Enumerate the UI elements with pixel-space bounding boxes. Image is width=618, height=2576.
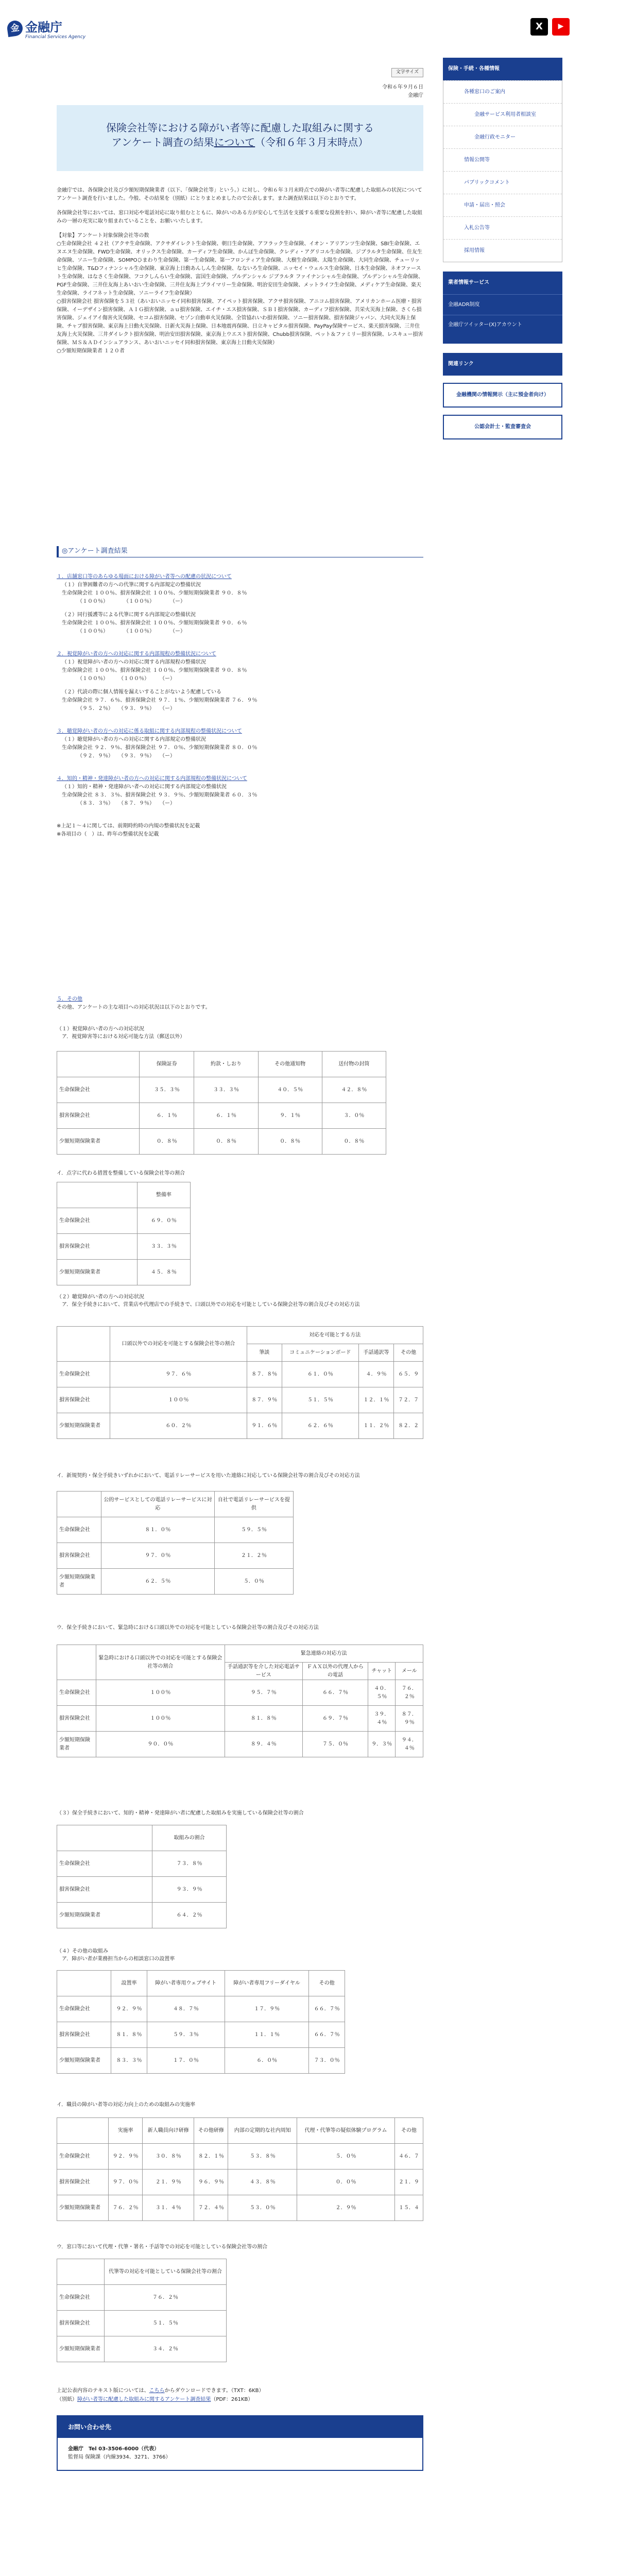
inquiry-heading: お問い合わせ先: [58, 2416, 422, 2438]
table-cell: 生命保険会社: [57, 1851, 152, 1877]
inquiry-department: 監督局 保険課（内線3934、3271、3766）: [68, 2454, 171, 2460]
table-header-cell: 整備率: [137, 1182, 190, 1208]
table-cell: 生命保険会社: [57, 1077, 140, 1103]
table-header-row: [57, 2118, 423, 2144]
table-header-cell: [57, 1645, 96, 1680]
table-cell: 損害保険会社: [57, 1706, 96, 1732]
publish-info: [382, 83, 423, 100]
table-header-cell: 設置率: [111, 1971, 147, 1996]
table-header-row: [57, 1182, 191, 1208]
result-note-1: ※上記１～４に関しては、前期時約時の内規の整備状況を記載: [57, 823, 200, 829]
table-cell: ５９．５％: [214, 1517, 293, 1543]
table-cell: 損害保険会社: [57, 2170, 109, 2195]
table-cell: ８７．９％: [396, 1706, 423, 1732]
q1-label: （１）視覚障がい者の方への対応状況 ア．視覚障害等における対応可能な方法（郵送以外）: [57, 1026, 185, 1040]
table-6: [57, 1825, 227, 1928]
table-row: [57, 1208, 191, 1234]
table-cell: 少額短期保険業者: [57, 1569, 101, 1595]
table-cell: ９７．０％: [108, 2170, 142, 2195]
table-cell: ９７．０％: [101, 1543, 214, 1569]
table-header-cell: 代理・代筆等の疑似体験プログラム: [297, 2118, 395, 2144]
q2c-label: ウ．保全手続きにおいて、緊急時における口頭以外での対応を可能としている保険会社等の割合及びその対応方法: [57, 1625, 319, 1631]
table-header-cell: 筆談: [247, 1344, 282, 1362]
table-row: [57, 2144, 423, 2170]
table-cell: １２．１％: [358, 1387, 393, 1413]
result-block-1: １．店舗窓口等のあらゆる場面における障がい者等への配慮の状況について （１）自筆困難者の方への代筆に関する内部規定の整備状況 生命保険会社 １００％、損害保険会社 １００％、少額短期保険業者 ９０．８％ （１００％） （１００％） （ー） （２）同行援護等による代筆に関する内部規定の整備状況 生命保険会社 １００％、損害保険会社 １００％、少額短期保険業者 ９０．６％ （１００％） （１００％） （ー）: [57, 573, 423, 636]
table-cell: ８２．２: [394, 1413, 423, 1439]
table-cell: ２１．９: [394, 2170, 423, 2195]
table-row: [57, 1413, 423, 1439]
table-header-cell: その他: [309, 1971, 345, 1996]
table-header-cell: その他研修: [194, 2118, 228, 2144]
table-cell: 損害保険会社: [57, 2022, 111, 2048]
table-8: [57, 2117, 423, 2221]
table-header-cell: コミュニケーションボード: [282, 1344, 358, 1362]
table-row: [57, 1103, 386, 1129]
sidebar-item[interactable]: 採用情報: [443, 239, 562, 262]
table-cell: 生命保険会社: [57, 1996, 111, 2022]
disclosure-banner[interactable]: 金融機関の情報開示（主に預金者向け）: [443, 383, 562, 408]
table-cell: 生命保険会社: [57, 2285, 105, 2311]
table-header-cell: [57, 1971, 111, 1996]
table-cell: ６９．０％: [137, 1208, 190, 1234]
cpaaob-banner[interactable]: 公認会計士・監査審査会: [443, 415, 562, 439]
table-cell: 少額短期保険業者: [57, 2336, 105, 2362]
table-cell: 少額短期保険業者: [57, 2195, 109, 2221]
site-logo[interactable]: [7, 21, 85, 41]
table-row: [57, 2195, 423, 2221]
table-cell: ５３．０％: [228, 2195, 297, 2221]
table-row: [57, 1569, 294, 1595]
table-cell: １７．９％: [225, 1996, 308, 2022]
table-cell: ９０．０％: [96, 1732, 225, 1757]
table-cell: ２１．９％: [143, 2170, 194, 2195]
table-header-cell: その他: [394, 1344, 423, 1362]
table-cell: ３９．４％: [368, 1706, 395, 1732]
table-header-cell: [57, 1052, 140, 1077]
survey-results-heading: ◎アンケート調査結果: [57, 546, 423, 557]
table-cell: ７５．０％: [303, 1732, 368, 1757]
result-block-4: ４．知的・精神・発達障がい者の方への対応に関する内部規程の整備状況について （１）知的・精神・発達障がい者への対応に関する内部規定の整備状況 生命保険会社 ８３．３％、損害保険会社 ９３．９％、少額短期保険業者 ６０．３％ （８３．３％） （８７．９％） （ー）: [57, 775, 423, 808]
result-note-2: ※各項目の（ ）は、昨年の整備状況を記載: [57, 832, 159, 837]
table-cell: ４．９％: [358, 1362, 393, 1387]
social-links: [530, 18, 570, 36]
table-cell: 少額短期保険業者: [57, 2048, 111, 2074]
table-header-cell: 新人職員向け研修: [143, 2118, 194, 2144]
table-cell: ７６．２％: [105, 2285, 227, 2311]
text-version-link[interactable]: こちら: [149, 2388, 165, 2394]
table-header-cell: 実施率: [108, 2118, 142, 2144]
table-cell: 損害保険会社: [57, 1877, 152, 1903]
table-cell: ９２．９％: [111, 1996, 147, 2022]
table-cell: 少額短期保険業者: [57, 1903, 152, 1928]
table-cell: ５．０％: [214, 1569, 293, 1595]
table-header-cell: [57, 2118, 109, 2144]
table-row: [57, 2336, 227, 2362]
table-cell: ６６．７％: [303, 1680, 368, 1706]
table-cell: ０．０％: [297, 2170, 395, 2195]
downloads: 上記公表内容のテキスト版については、こちらからダウンロードできます。（TXT：6KB） （別紙）障がい者等に配慮した取組みに関するアンケート調査結果（PDF：261KB）: [57, 2388, 264, 2402]
table-header-row: [57, 1825, 227, 1851]
table-cell: ２１．２％: [214, 1543, 293, 1569]
table-header-cell: 送付物の封筒: [322, 1052, 386, 1077]
table-row: [57, 2022, 345, 2048]
table-row: [57, 1732, 423, 1757]
table-cell: ７２．７: [394, 1387, 423, 1413]
publish-date: 令和６年９月６日: [382, 84, 423, 90]
table-cell: ６．１％: [194, 1103, 258, 1129]
table-header-cell: その他通知物: [258, 1052, 322, 1077]
table-cell: ９１．６％: [247, 1413, 282, 1439]
sidebar-heading-2[interactable]: 業者情報サービス: [443, 272, 562, 294]
table-cell: 少額短期保険業者: [57, 1129, 140, 1155]
table-cell: ８１．８％: [111, 2022, 147, 2048]
result-title-1: １．店舗窓口等のあらゆる場面における障がい者等への配慮の状況について: [57, 574, 232, 580]
table-header-row: [57, 1327, 423, 1344]
table-cell: ４２．８％: [322, 1077, 386, 1103]
other-heading: ５．その他: [57, 996, 82, 1002]
table-cell: 損害保険会社: [57, 1543, 101, 1569]
table-row: [57, 1387, 423, 1413]
table-cell: ６１．０％: [282, 1362, 358, 1387]
table-header-cell: [57, 1825, 152, 1851]
table-2: [57, 1182, 191, 1285]
table-cell: ６０．２％: [110, 1413, 247, 1439]
table-header-cell: 公的サービスとしての電話リレーサービスに対応: [101, 1492, 214, 1517]
table-header-row: [57, 1645, 423, 1663]
table-header-row: [57, 1052, 386, 1077]
table-cell: ６９．７％: [303, 1706, 368, 1732]
page-title: 保険会社等における障がい者等に配慮した取組みに関する アンケート調査の結果について（令和６年３月末時点）: [106, 122, 374, 148]
table-header-cell: 緊急時における口頭以外での対応を可能とする保険会社等の割合: [96, 1645, 225, 1680]
table-cell: ３４．２％: [105, 2336, 227, 2362]
sidebar-item[interactable]: 金融行政モニター: [443, 126, 562, 148]
table-row: [57, 2048, 345, 2074]
table-7: [57, 1970, 345, 2074]
table-cell: ６６．７％: [309, 2022, 345, 2048]
table-header-row: [57, 1971, 345, 1996]
table-cell: ７６．２％: [396, 1680, 423, 1706]
table-row: [57, 2170, 423, 2195]
survey-results: [57, 573, 423, 839]
result-block-2: ２．視覚障がい者の方への対応に関する内部規程の整備状況について （１）視覚障がい者の方への対応に関する内部規程の整備状況 生命保険会社 １００％、損害保険会社 １００％、少額短期保険業者 ９０．８％ （１００％） （１００％） （ー） （２）代読の際に個人情報を漏えいすることがないよう配慮している 生命保険会社 ９７．６％、損害保険会社 ９７．１％、少額短期保険業者 ７６．９％ （９５．２％） （９３．９％） （ー）: [57, 650, 423, 713]
table-cell: 生命保険会社: [57, 1208, 138, 1234]
table-cell: ７２．４％: [194, 2195, 228, 2221]
youtube-icon[interactable]: ▶: [552, 18, 570, 36]
table-cell: ２．９％: [297, 2195, 395, 2221]
table-cell: ６２．６％: [282, 1413, 358, 1439]
table-cell: ５９．３％: [147, 2022, 225, 2048]
table-header-cell: [57, 2259, 105, 2285]
table-cell: ３３．３％: [137, 1234, 190, 1260]
sidebar-item[interactable]: 情報公開等: [443, 148, 562, 171]
table-cell: 少額短期保険業者: [57, 1260, 138, 1285]
table-cell: ７３．０％: [309, 2048, 345, 2074]
table-row: [57, 1234, 191, 1260]
table-cell: ９．１％: [258, 1103, 322, 1129]
table-row: [57, 1877, 227, 1903]
table-header-row: [57, 1492, 294, 1517]
table-cell: １７．０％: [147, 2048, 225, 2074]
table-cell: ５．０％: [297, 2144, 395, 2170]
sidebar-heading-1: 保険・手続・各種情報: [443, 58, 562, 80]
table-cell: １００％: [110, 1387, 247, 1413]
table-cell: １１．２％: [358, 1413, 393, 1439]
table-cell: 少額短期保険業者: [57, 1413, 110, 1439]
result-title-2: ２．視覚障がい者の方への対応に関する内部規程の整備状況について: [57, 651, 216, 657]
result-block-3: ３．聴覚障がい者の方への対応に係る取組に関する内部規程の整備状況について （１）聴覚障がい者の方への対応に関する内部規定の整備状況 生命保険会社 ９２．９％、損害保険会社 ９７．０％、少額短期保険業者 ８０．０％ （９２．９％） （９３．９％） （ー）: [57, 727, 423, 760]
logo-mark-icon: 金: [6, 20, 24, 37]
publisher: 金融庁: [408, 93, 423, 98]
table-header-cell: 障がい者専用フリーダイヤル: [225, 1971, 308, 1996]
table-row: [57, 1706, 423, 1732]
table-cell: ９５．７％: [225, 1680, 302, 1706]
table-header-cell: 内部の定期的な社内周知: [228, 2118, 297, 2144]
table-cell: ７３．８％: [152, 1851, 227, 1877]
table-header-cell: 自社で電話リレーサービスを提供: [214, 1492, 293, 1517]
table-1: [57, 1051, 386, 1155]
table-cell: ８７．８％: [247, 1362, 282, 1387]
table-row: [57, 2311, 227, 2336]
q1b-label: イ．点字に代わる措置を整備している保険会社等の割合: [57, 1171, 185, 1176]
table-cell: 生命保険会社: [57, 1517, 101, 1543]
table-cell: ４６．７: [394, 2144, 423, 2170]
content-area: [0, 58, 618, 2576]
pdf-results-link[interactable]: 障がい者等に配慮した取組みに関するアンケート調査結果: [77, 2397, 211, 2402]
table-row: [57, 1362, 423, 1387]
table-cell: 少額短期保険業者: [57, 1732, 96, 1757]
table-cell: ３．０％: [322, 1103, 386, 1129]
table-cell: 生命保険会社: [57, 1362, 110, 1387]
table-cell: ７６．２％: [108, 2195, 142, 2221]
table-cell: ８２．１％: [194, 2144, 228, 2170]
table-cell: ９７．６％: [110, 1362, 247, 1387]
table-row: [57, 1543, 294, 1569]
table-cell: ８１．０％: [101, 1517, 214, 1543]
table-header-cell: 約款・しおり: [194, 1052, 258, 1077]
table-row: [57, 1680, 423, 1706]
table-cell: １００％: [96, 1680, 225, 1706]
table-cell: ９２．９％: [108, 2144, 142, 2170]
table-cell: ６４．２％: [152, 1903, 227, 1928]
table-header-cell: 手話通訳等を介した対応電話サービス: [225, 1663, 302, 1680]
table-cell: ０．８％: [194, 1129, 258, 1155]
q4c-label: ウ．窓口等において代理・代筆・署名・手話等での対応を可能としている保険会社等の割合: [57, 2244, 268, 2250]
x-icon[interactable]: X: [530, 18, 548, 36]
sidebar-item[interactable]: 入札公告等: [443, 216, 562, 239]
q2-label: （２）聴覚障がい者の方への対応状況 ア．保全手続きにおいて、営業店や代理店での手続きで、口頭以外での対応を可能としている保険会社等の割合及びその対応方法: [57, 1294, 360, 1308]
table-cell: ９３．９％: [152, 1877, 227, 1903]
table-row: [57, 1260, 191, 1285]
table-header-cell: [57, 1182, 138, 1208]
inquiry-box: [57, 2415, 423, 2471]
table-cell: ４８．７％: [147, 1996, 225, 2022]
table-cell: １１．１％: [225, 2022, 308, 2048]
table-cell: ３１．４％: [143, 2195, 194, 2221]
table-cell: 損害保険会社: [57, 1387, 110, 1413]
table-header-cell: 取組みの割合: [152, 1825, 227, 1851]
other-section: [57, 995, 423, 1012]
result-title-3: ３．聴覚障がい者の方への対応に係る取組に関する内部規程の整備状況について: [57, 728, 242, 734]
table-cell: ８３．３％: [111, 2048, 147, 2074]
table-cell: ９６．９％: [194, 2170, 228, 2195]
sidebar-list-1: [443, 80, 562, 262]
table-cell: ３３．３％: [194, 1077, 258, 1103]
table-5: [57, 1645, 423, 1757]
table-cell: ６６．７％: [309, 1996, 345, 2022]
other-intro: その他、アンケートの主な項目への対応状況は以下のとおりです。: [57, 1005, 211, 1010]
table-row: [57, 1077, 386, 1103]
table-cell: ４０．５％: [258, 1077, 322, 1103]
table-cell: ４５．８％: [137, 1260, 190, 1285]
table-header-cell: チャット: [368, 1663, 395, 1680]
table-cell: ８１．８％: [225, 1706, 302, 1732]
sidebar: [443, 58, 562, 439]
table-header-cell: 障がい者専用ウェブサイト: [147, 1971, 225, 1996]
table-cell: ５１．５％: [105, 2311, 227, 2336]
intro-target-list: 【対象】アンケート対象保険会社等の数 ○生命保険会社 ４２社（アクサ生命保険、アクサダイレクト生命保険、朝日生命保険、アフラック生命保険、イオン・アリアンツ生命保険、SBI生命保険、エヌエヌ生命保険、FWD生命保険、オリックス生命保険、カーディフ生命保険、かんぽ生命保険、クレディ・アグリコル生命保険、ジブラルタ生命保険、住友生命保険、ソニー生命保険、SOMPOひまわり生命保険、第一生命保険、第一フロンティア生命保険、大樹生命保険、太陽生命保険、大同生命保険、チューリッヒ生命保険、T&Dフィナンシャル生命保険、東京海上日動あんしん生命保険、なないろ生命保険、ニッセイ・ウェルス生命保険、日本生命保険、ネオファースト生命保険、はなさく生命保険、フコクしんらい生命保険、富国生命保険、プルデンシャル ジブラルタ ファイナンシャル生命保険、プルデンシャル生命保険、PGF生命保険、三井住友海上あいおい生命保険、三井住友海上プライマリー生命保険、明治安田生命保険、メットライフ生命保険、メディケア生命保険、楽天生命保険、ライフネット生命保険、ソニーライフ生命保険） ○損害保険会社 損害保険を５３社（あいおいニッセイ同和損害保険、アイペット損害保険、アクサ損害保険、アニコム損害保険、アメリカンホーム医療・損害保険、イーデザイン損害保険、ＡＩＧ損害保険、ａｕ損害保険、エイチ・エス損害保険、ＳＢＩ損害保険、カーディフ損害保険、共栄火災海上保険、さくら損害保険、ジェイアイ傷害火災保険、セコム損害保険、セゾン自動車火災保険、全管協れいわ損害保険、ソニー損害保険、損害保険ジャパン、大同火災海上保険、チャブ損害保険、東京海上日動火災保険、日新火災海上保険、日本地震再保険、日立キャピタル損害保険、PayPay保険サービス、楽天損害保険、三井住友海上火災保険、三井ダイレクト損害保険、明治安田損害保険、東京海上ウエスト損害保険、Chubb損害保険、ペット＆ファミリー損害保険、レスキュー損害保険、ＭＳ＆ＡＤインシュアランス、あいおいニッセイ同和損害保険、東京海上日動火災保険） ○少額短期保険業者 １２０者: [57, 233, 423, 354]
table-header-cell: 保険証券: [140, 1052, 194, 1077]
table-cell: ５１．５％: [282, 1387, 358, 1413]
sidebar-heading-3[interactable]: 関連リンク: [443, 353, 562, 376]
table-header-cell: 代筆等の対応を可能としている保険会社等の割合: [105, 2259, 227, 2285]
table-header-cell: 緊急連絡の対応方法: [225, 1645, 423, 1663]
sidebar-x-account-link[interactable]: 金融庁ツイッター(X)アカウント: [443, 315, 562, 344]
table-cell: １５．４: [394, 2195, 423, 2221]
table-header-cell: その他: [394, 2118, 423, 2144]
table-row: [57, 1517, 294, 1543]
sidebar-adr-link[interactable]: 金融ADR制度: [443, 294, 562, 315]
table-cell: ３５．３％: [140, 1077, 194, 1103]
table-header-cell: ＦＡＸ以外の代理人からの電話: [303, 1663, 368, 1680]
table-3: [57, 1326, 423, 1439]
sidebar-item[interactable]: 金融サービス利用者相談室: [443, 103, 562, 126]
table-cell: 生命保険会社: [57, 2144, 109, 2170]
table-cell: ３０．８％: [143, 2144, 194, 2170]
logo-english: Financial Services Agency: [25, 35, 86, 40]
q4-label: （４）その他の取組み ア．障がい者が業務担当からの相談窓口の設置率: [57, 1948, 175, 1962]
table-cell: １００％: [96, 1706, 225, 1732]
table-header-cell: [57, 1492, 101, 1517]
intro-text: [57, 187, 423, 362]
table-header-cell: 手話通訳等: [358, 1344, 393, 1362]
table-row: [57, 1996, 345, 2022]
table-header-cell: メール: [396, 1663, 423, 1680]
q3-label: （３）保全手続きにおいて、知的・精神・発達障がい者に配慮した取組みを実施している保険会社等の割合: [57, 1810, 304, 1816]
table-4: [57, 1491, 294, 1595]
site-header: [0, 0, 618, 58]
table-header-row: [57, 2259, 227, 2285]
table-cell: ９．３％: [368, 1732, 395, 1757]
sidebar-item[interactable]: パブリックコメント: [443, 171, 562, 194]
table-cell: ６５．９: [394, 1362, 423, 1387]
table-row: [57, 2285, 227, 2311]
inquiry-phone: 金融庁 Tel 03-3506-6000（代表）: [68, 2446, 160, 2452]
sidebar-item[interactable]: 申請・届出・照会: [443, 194, 562, 216]
table-cell: ０．８％: [258, 1129, 322, 1155]
table-cell: ６．０％: [225, 2048, 308, 2074]
table-cell: ６２．５％: [101, 1569, 214, 1595]
table-header-cell: [57, 1327, 110, 1362]
table-cell: 損害保険会社: [57, 2311, 105, 2336]
table-cell: ８９．４％: [225, 1732, 302, 1757]
table-cell: ５３．８％: [228, 2144, 297, 2170]
table-row: [57, 1903, 227, 1928]
table-cell: ８７．９％: [247, 1387, 282, 1413]
table-header-cell: 対応を可能とする方法: [247, 1327, 423, 1344]
table-cell: ９４．４％: [396, 1732, 423, 1757]
text-size-button[interactable]: 文字サイズ: [391, 68, 423, 77]
table-row: [57, 1851, 227, 1877]
table-cell: ０．８％: [322, 1129, 386, 1155]
table-cell: ４０．５％: [368, 1680, 395, 1706]
logo-name: 金融庁: [25, 20, 62, 35]
sidebar-item[interactable]: 各種窓口のご案内: [443, 80, 562, 103]
table-row: [57, 1129, 386, 1155]
table-cell: ４３．８％: [228, 2170, 297, 2195]
table-header-cell: 口頭以外での対応を可能とする保険会社等の割合: [110, 1327, 247, 1362]
table-cell: 損害保険会社: [57, 1234, 138, 1260]
intro-paragraph-1: 金融庁では、各保険会社及び少額短期保険業者（以下、「保険会社等」という。）に対し、令和６年３月末時点での障がい者等に配慮した取組みの状況についてアンケート調査を行いました。今般、その結果を（別紙）にとりまとめましたので公表します。また調査結果は以下のとおりです。: [57, 188, 422, 201]
page-title-box: [57, 105, 423, 171]
table-cell: ６．１％: [140, 1103, 194, 1129]
table-cell: 生命保険会社: [57, 1680, 96, 1706]
table-cell: 損害保険会社: [57, 1103, 140, 1129]
intro-paragraph-2: 各保険会社等においては、窓口対応や電話対応に取り組むとともに、障がいのある方が安心して生活を支援する重要な役割を担い、障がい者等に配慮した取組みの一層の充実に取り組まれていることを、お願いいたします。: [57, 210, 422, 224]
q2b-label: イ．新規契約・保全手続きいずれかにおいて、電話リレーサービスを用いた連絡に対応している保険会社等の割合及びその対応方法: [57, 1473, 360, 1479]
q4b-label: イ．職員の障がい者等の対応力向上のための取組みの実施率: [57, 2102, 196, 2108]
result-title-4: ４．知的・精神・発達障がい者の方への対応に関する内部規程の整備状況について: [57, 776, 247, 782]
table-cell: ０．８％: [140, 1129, 194, 1155]
table-9: [57, 2259, 227, 2362]
